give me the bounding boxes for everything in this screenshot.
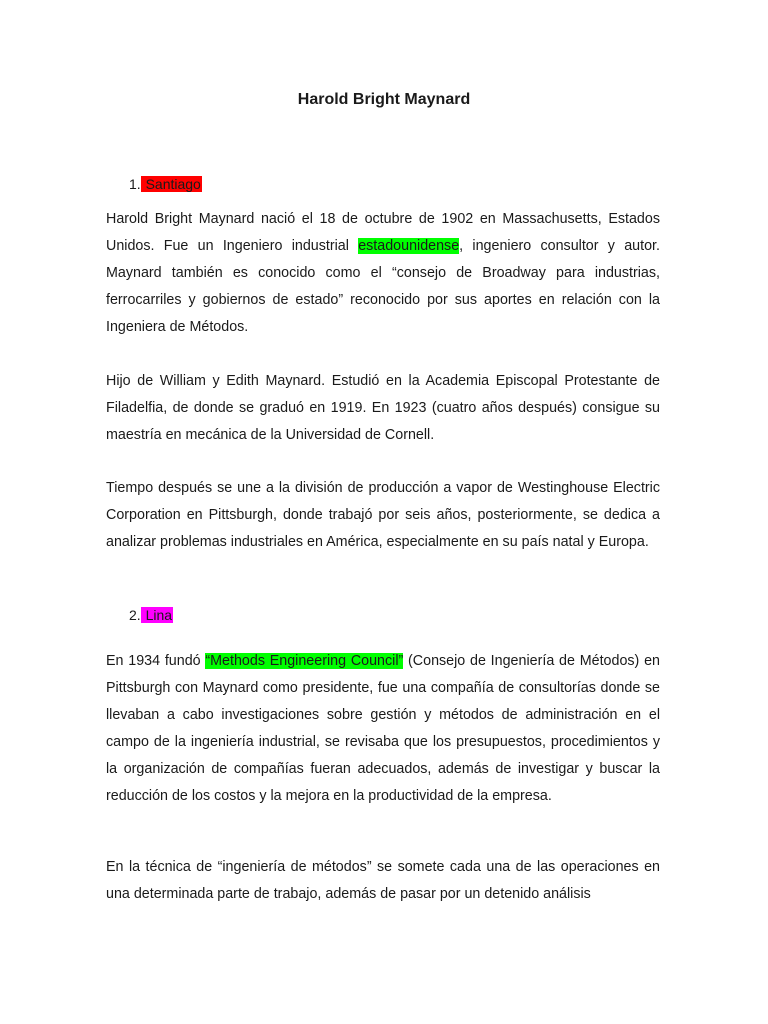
- paragraph-2: Hijo de William y Edith Maynard. Estudió en la Academia Episcopal Protestante de Filadelfia, de donde se graduó en 1919. En 1923 (cuatro años después) consigue su maestría en mecánica de la Universidad de Cornell.: [106, 373, 660, 443]
- paragraph-4: [106, 648, 660, 810]
- paragraph-text: Harold Bright Maynard nació el 18 de octubre de 1902 en Massachusetts, Estados Unidos. Fue un Ingeniero industrial: [106, 211, 660, 254]
- section-number: 1.: [129, 176, 141, 192]
- paragraph-5: En la técnica de “ingeniería de métodos” se somete cada una de las operaciones en una determinada parte de trabajo, además de pasar por un detenido análisis: [106, 859, 660, 902]
- paragraph-text: (Consejo de Ingeniería de Métodos) en Pittsburgh con Maynard como presidente, fue una compañía de consultorías donde se llevaban a cabo investigaciones sobre gestión y métodos de administración en el campo de la ingeniería industrial, se revisaba que los presupuestos, procedimientos y la organización de compañías fueran adecuados, además de investigar y buscar la reducción de los costos y la mejora en la productividad de la empresa.: [106, 653, 660, 804]
- section-heading-2: [129, 606, 173, 624]
- document-title: Harold Bright Maynard: [297, 91, 471, 108]
- section-name-highlight: Santiago: [141, 176, 201, 192]
- section-number: 2.: [129, 607, 141, 623]
- paragraph-text: En 1934 fundó: [106, 653, 206, 669]
- highlighted-text: estadounidense: [358, 238, 460, 254]
- section-name-highlight: Lina: [141, 607, 173, 623]
- paragraph-3: Tiempo después se une a la división de producción a vapor de Westinghouse Electric Corporation en Pittsburgh, donde trabajó por seis años, posteriormente, se dedica a analizar problemas industriales en América, especialmente en su país natal y Europa.: [106, 480, 660, 550]
- highlighted-text: “Methods Engineering Council”: [205, 653, 404, 669]
- paragraph-text: , ingeniero consultor y autor. Maynard también es conocido como el “consejo de Broadway para industrias, ferrocarriles y gobiernos de estado” reconocido por sus aportes en relación con la Ingeniera de Métodos.: [106, 238, 660, 335]
- paragraph-1: [106, 206, 660, 341]
- section-heading-1: [129, 175, 202, 193]
